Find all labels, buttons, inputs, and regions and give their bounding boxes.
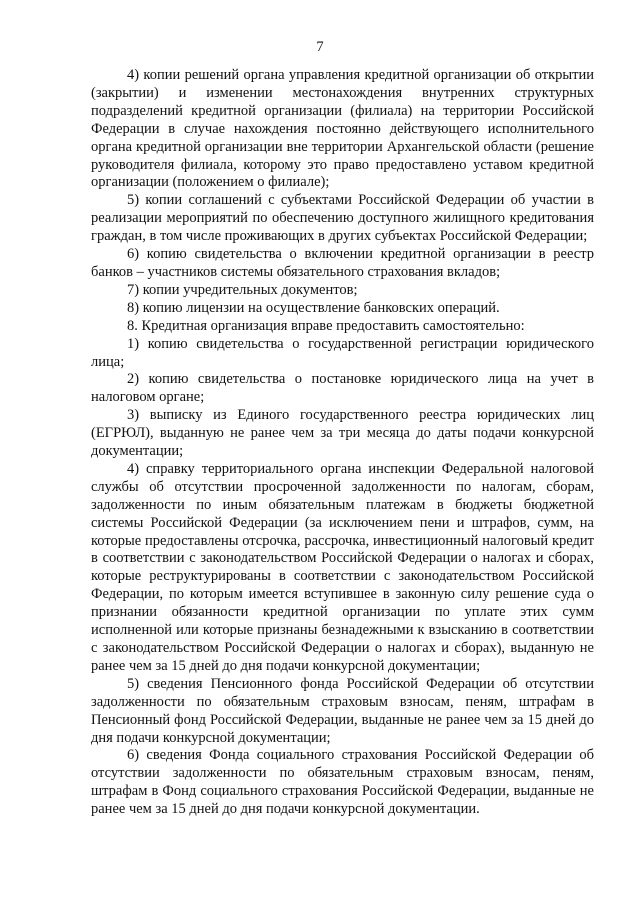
paragraph-item-8-license: 8) копию лицензии на осуществление банковских операций. <box>127 299 500 316</box>
paragraph-item-1-registration: 1) копию свидетельства о государственной регистрации юридического лица; <box>91 335 594 370</box>
document-body <box>91 67 594 819</box>
paragraph-item-4-tax-certificate: 4) справку территориального органа инспекции Федеральной налоговой службы об отсутствии просроченной задолженности по налогам, сборам, задолженности по иным обязательным платежам в бюджеты бюджетной системы Российской Федерации (за исключением пени и штрафов, сумм, на которые предоставлены отсрочка, рассрочка, инвестиционный налоговый кредит в соответствии с законодательством Российской Федерации о налогах и сборах, которые реструктурированы в соответствии с законодательством Российской Федерации, по которым имеется вступившее в законную силу решение суда о признании обязанности кредитной организации по уплате этих сумм исполненной или которые признаны безнадежными к взысканию в соответствии с законодательством Российской Федерации о налогах и сборах), выданную не ранее чем за 15 дней до дня подачи конкурсной документации; <box>91 460 594 674</box>
paragraph-item-6-deposit-insurance: 6) копию свидетельства о включении кредитной организации в реестр банков – участников системы обязательного страхования вкладов; <box>91 246 594 280</box>
paragraph-item-5-agreements: 5) копии соглашений с субъектами Российской Федерации об участии в реализации мероприятий по обеспечению доступного жилищного кредитования граждан, в том числе проживающих в других субъектах Российской Федерации; <box>91 192 594 245</box>
paragraph-section-8-heading: 8. Кредитная организация вправе предоставить самостоятельно: <box>127 317 525 334</box>
paragraph-item-3-egrul-extract: 3) выписку из Единого государственного реестра юридических лиц (ЕГРЮЛ), выданную не ранее чем за три месяца до даты подачи конкурсной документации; <box>91 407 594 460</box>
paragraph-item-4-decisions: 4) копии решений органа управления кредитной организации об открытии (закрытии) и изменении местонахождения внутренних структурных подразделений кредитной организации (филиала) на территории Российской Федерации в случае нахождения постоянно действующего исполнительного органа кредитной организации вне территории Архангельской области (решение руководителя филиала, которому это право предоставлено уставом кредитной организации (положением о филиале); <box>91 67 594 191</box>
paragraph-item-7-founding-documents: 7) копии учредительных документов; <box>127 281 358 298</box>
paragraph-item-2-tax-registration: 2) копию свидетельства о постановке юридического лица на учет в налоговом органе; <box>91 371 594 406</box>
page-number: 7 <box>316 39 324 55</box>
paragraph-item-5-pension-fund: 5) сведения Пенсионного фонда Российской Федерации об отсутствии задолженности по обязательным страховым взносам, пеням, штрафам в Пенсионный фонд Российской Федерации, выданные не ранее чем за 15 дней до дня подачи конкурсной документации; <box>91 675 594 746</box>
paragraph-item-6-social-insurance: 6) сведения Фонда социального страхования Российской Федерации об отсутствии задолженности по обязательным страховым взносам, пеням, штрафам в Фонд социального страхования Российской Федерации, выданные не ранее чем за 15 дней до дня подачи конкурсной документации. <box>91 747 594 818</box>
